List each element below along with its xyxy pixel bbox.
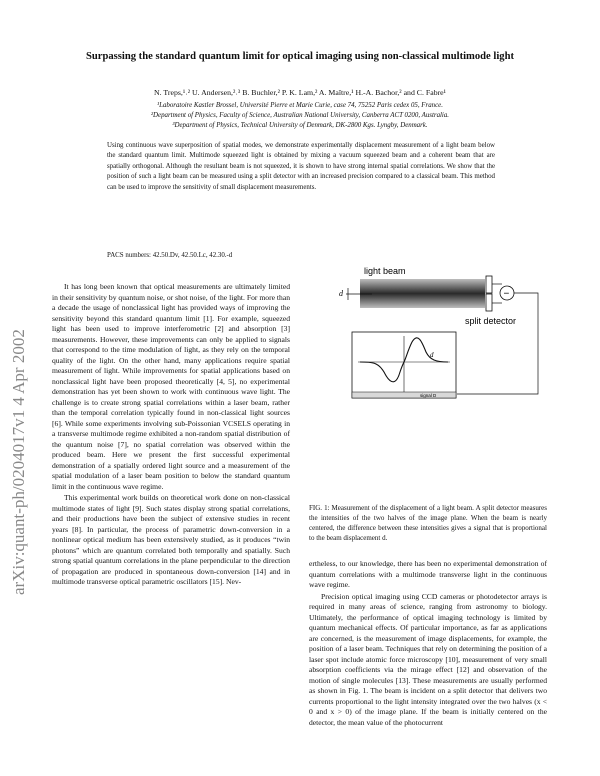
arxiv-identifier-text: arXiv:quant-ph/0204017v1 4 Apr 2002 — [9, 329, 28, 595]
abstract: Using continuous wave superposition of spatial modes, we demonstrate experimentally displacement measurement of a light beam below the standard quantum limit. Multimode squeezed light is obtained by mixing a vacuum squeezed beam and a coherent beam that are spatially orthogonal. Although the resultant beam is not squeezed, it is shown to have strong internal spatial correlations. We show that the position of such a light beam can be measured using a split detector with an increased precision compared to a classical beam. This method can be used to improve the sensitivity of small displacement measurements. — [107, 142, 495, 191]
body-paragraph: This experimental work builds on theoretical work done on non-classical multimode states of light [9]. Such states display strong spatial correlations, and their productions have been the subject of extensive studies in recent years [8]. In particular, the process of parametric down-conversion in a nonlinear optical medium has been extensively studied, as it produces “twin photons” which are quantum correlated both temporally and spatially. Such strong spatial quantum correlations in the plane perpendicular to the direction of propagation are produced in spontaneous down-conversion [14] and in multimode transverse optical parametric oscillators [15]. Nev- — [52, 493, 290, 586]
detector-lower-half — [486, 294, 492, 311]
body-paragraph: ertheless, to our knowledge, there has been no experimental demonstration of quantum correlations with a multimode transverse light in the continuous wave regime. — [309, 559, 547, 589]
figure-1-caption: FIG. 1: Measurement of the displacement of a light beam. A split detector measures the intensities of the two halves of the image plane. When the beam is nearly centered, the difference between these intensities gives a signal that is proportional to the beam displacement d. — [309, 504, 547, 542]
signal-d-label: signal D — [420, 393, 437, 398]
signal-wire — [457, 293, 538, 394]
figure-1 — [312, 260, 552, 500]
right-column — [309, 559, 547, 728]
author-list: N. Treps,¹˒² U. Andersen,²˒³ B. Buchler,² P. K. Lam,² A. Maître,¹ H.-A. Bachor,² and C. Fabre¹ — [154, 88, 446, 97]
pacs-numbers: PACS numbers: 42.50.Dv, 42.50.Lc, 42.30.-d — [107, 252, 233, 259]
figure-1-diagram — [312, 260, 552, 500]
light-beam-label: light beam — [364, 266, 406, 276]
paper-title: Surpassing the standard quantum limit for optical imaging using non-classical multimode light — [85, 51, 515, 62]
body-paragraph: Precision optical imaging using CCD cameras or photodetector arrays is required in many areas of science, ranging from astronomy to biology. Ultimately, the performance of optical imaging technology is limited by quantum mechanical effects. Of particular importance, as far as applications are concerned, is the measurement of image displacements, for example, the position of a laser beam. Techniques that rely on determining the position of a laser spot include atomic force microscopy [10], measurement of very small absorption coefficients via the mirage effect [12] and observation of the motion of single molecules [13]. These measurements are usually performed as shown in Fig. 1. The beam is incident on a split detector that delivers two currents proportional to the light intensity integrated over the two halves (x < 0 and x > 0) of the image plane. If the beam is initially centered on the detector, the mean value of the photocurrent — [309, 591, 547, 727]
light-beam — [360, 279, 485, 308]
split-detector-label: split detector — [465, 316, 517, 326]
affiliation-1: ¹Laboratoire Kastler Brossel, Université Pierre et Marie Curie, case 74, 75252 Paris cedex 05, France. — [157, 102, 443, 109]
body-paragraph: It has long been known that optical measurements are ultimately limited in their sensitivity by quantum noise, or shot noise, of the light. For more than a decade the usage of nonclassical light has provided ways of improving the sensitivity beyond this standard quantum limit [1]. For example, squeezed light has been used to improve interferometric [2] and absorption [3] measurements. However, these improvements can only be applied to signals that correspond to the time modulation of light, as they rely on the temporal quality of the light. On the other hand, many applications require spatial measurement of light. While improvements for spatial applications based on nonclassical light have been proposed theoretically [4, 5], no experimental demonstration has yet been shown to work with continuous wave light. The challenge is to create strong spatial correlations within a laser beam, rather than the temporal correlation typically found in non-classical light sources [6]. While some experiments involving sub-Poissonian VCSELS operating in a transverse multimode regime exhibited a non-random spatial distribution of the quantum noise [7], no spatial correlation was observed within the produced beam. Here we present the first successful experimental demonstration of a spatially ordered light source and a measurement of the spatial modulation of a laser beam position to below the standard quantum limit in the continuous wave regime. — [52, 282, 290, 491]
affiliation-3: ³Department of Physics, Technical University of Denmark, DK-2800 Kgs. Lyngby, Denmark. — [172, 122, 428, 130]
affiliations — [70, 101, 530, 132]
detector-upper-half — [486, 276, 492, 293]
left-column — [52, 282, 290, 588]
displacement-d-label: d — [339, 289, 343, 298]
plot-d-axis-label: d — [430, 351, 434, 359]
affiliation-2: ²Department of Physics, Faculty of Science, Australian National University, Canberra ACT 0200, Australia. — [150, 112, 450, 120]
signal-bar — [352, 392, 456, 398]
subtractor-minus: − — [503, 288, 510, 300]
